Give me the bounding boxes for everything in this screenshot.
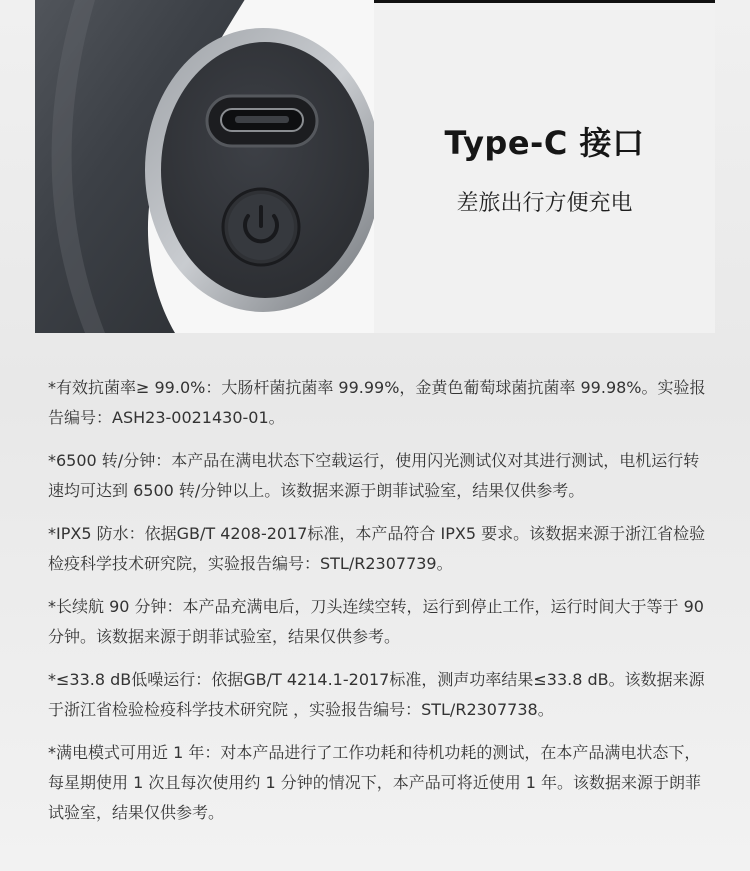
device-illustration bbox=[35, 0, 374, 333]
power-button-icon bbox=[223, 189, 299, 265]
footnote-standby: *满电模式可用近 1 年：对本产品进行了工作功耗和待机功耗的测试，在本产品满电状态下，每星期使用 1 次且每次使用约 1 分钟的情况下，本产品可将近使用 1 年。该数据来源于朗菲试验室，结果仅供参考。 bbox=[48, 743, 702, 822]
footnote-battery-life: *长续航 90 分钟：本产品充满电后，刀头连续空转，运行到停止工作，运行时间大于等于 90 分钟。该数据来源于朗菲试验室，结果仅供参考。 bbox=[48, 597, 704, 646]
usb-c-port bbox=[207, 96, 317, 146]
footnote-antibacterial: *有效抗菌率≥ 99.0%：大肠杆菌抗菌率 99.99%，金黄色葡萄球菌抗菌率 99.98%。实验报告编号：ASH23-0021430-01。 bbox=[48, 378, 706, 427]
footnote-waterproof: *IPX5 防水：依据GB/T 4208-2017标准，本产品符合 IPX5 要求。该数据来源于浙江省检验检疫科学技术研究院，实验报告编号：STL/R2307739。 bbox=[48, 524, 706, 573]
footnotes-list bbox=[48, 373, 708, 841]
promo-panel bbox=[374, 0, 715, 333]
promo-subtitle: 差旅出行方便充电 bbox=[456, 191, 633, 216]
footnote-noise: *≤33.8 dB低噪运行：依据GB/T 4214.1-2017标准，测声功率结果≤33.8 dB。该数据来源于浙江省检验检疫科学技术研究院 ，实验报告编号：STL/R2307738。 bbox=[48, 670, 705, 719]
footnote-rpm: *6500 转/分钟：本产品在满电状态下空载运行，使用闪光测试仪对其进行测试，电机运行转速均可达到 6500 转/分钟以上。该数据来源于朗菲试验室，结果仅供参考。 bbox=[48, 451, 700, 500]
product-photo bbox=[35, 0, 374, 333]
product-hero bbox=[35, 0, 715, 333]
divider bbox=[374, 0, 715, 3]
promo-title: Type-C 接口 bbox=[444, 124, 645, 162]
